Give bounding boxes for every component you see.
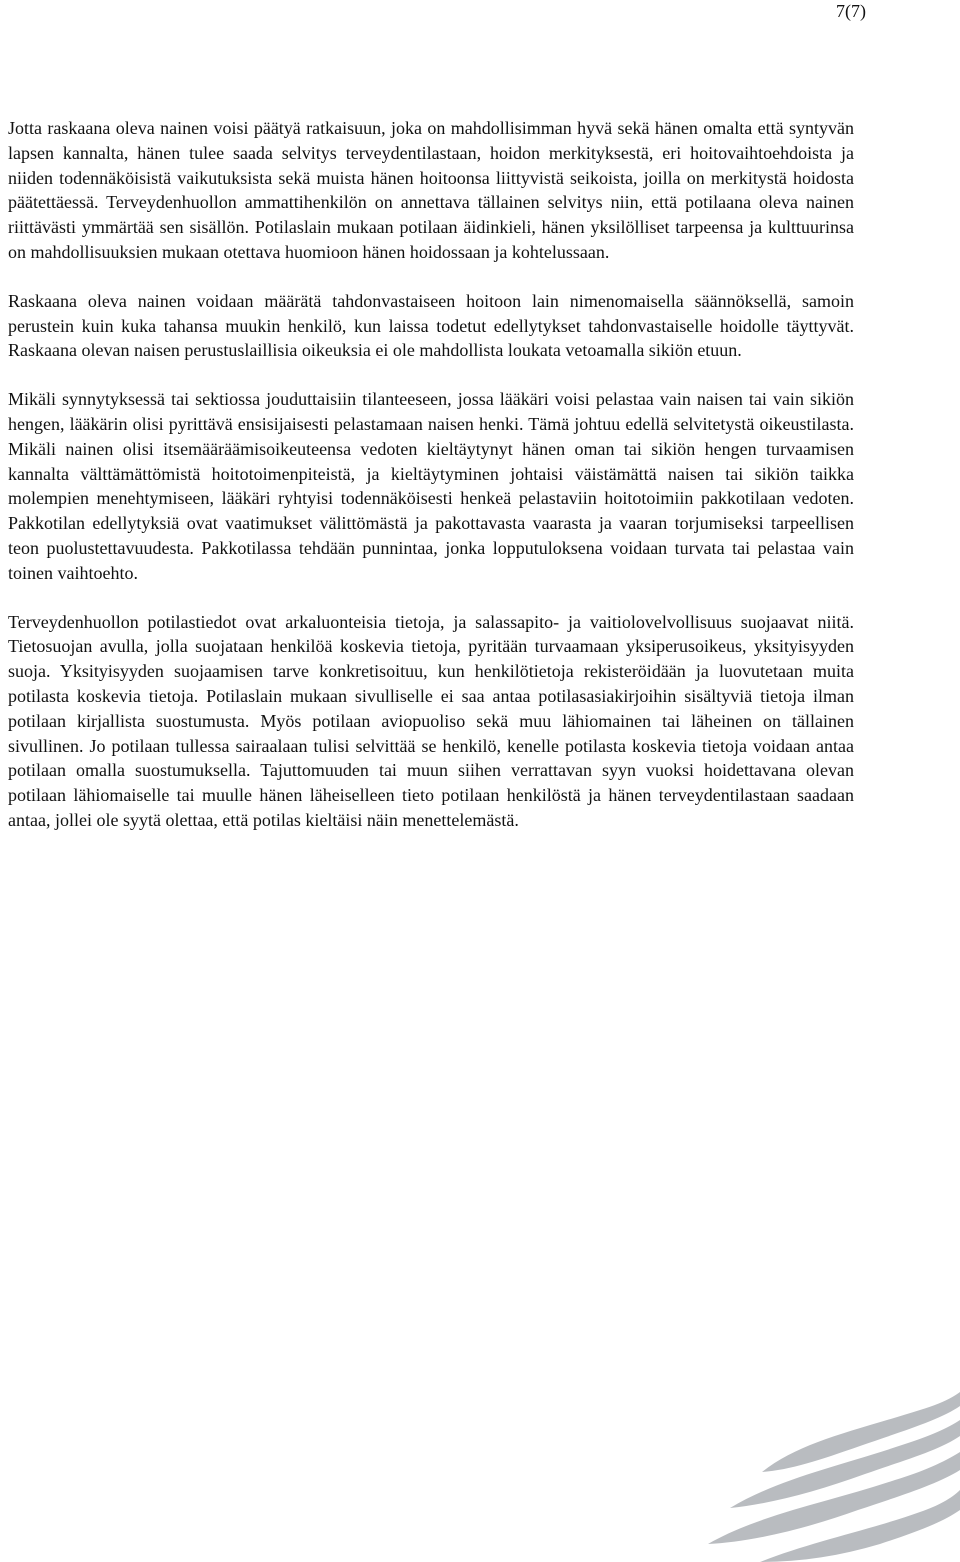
paragraph: Jotta raskaana oleva nainen voisi päätyä ratkaisuun, joka on mahdollisimman hyvä sekä hänen omalta että syntyvän lapsen kannalta, hänen tulee saada selvitys terveydentilastaan, hoidon merkityksestä, eri hoitovaihtoehdoista ja niiden todennäköisistä vaikutuksista sekä muista hänen hoitoonsa liittyvistä seikoista, joilla on merkitystä hoidosta päätettäessä. Terveydenhuollon ammattihenkilön on annettava tällainen selvitys niin, että potilaana oleva nainen riittävästi ymmärtää sen sisällön. Potilaslain mukaan potilaan äidinkieli, hänen yksilölliset tarpeensa ja kulttuurinsa on mahdollisuuksien mukaan otettava huomioon hänen hoidossaan ja kohtelussaan.: [8, 118, 854, 262]
page-number: 7(7): [836, 1, 866, 21]
paragraph: Mikäli synnytyksessä tai sektiossa jouduttaisiin tilanteeseen, jossa lääkäri voisi pelastaa vain naisen tai vain sikiön hengen, lääkärin olisi pyrittävä ensisijaisesti pelastamaan naisen henki. Tämä johtuu edellä selvitetystä oikeustilasta. Mikäli nainen olisi itsemääräämisoikeuteensa vedoten kieltäytynyt hänen oman tai sikiön hengen turvaamisen kannalta välttämättömistä hoitotoimenpiteistä, ja kieltäytyminen johtaisi väistämättä naisen tai sikiön taikka molempien menehtymiseen, lääkäri ryhtyisi todennäköisesti henkeä pelastaviin hoitotoimiin pakkotilaan vedoten. Pakkotilan edellytyksiä ovat vaatimukset välittömästä ja pakottavasta vaarasta ja vaaran torjumiseksi tarpeellisen teon puolustettavuudesta. Pakkotilassa tehdään punnintaa, jonka lopputuloksena voidaan turvata tai pelastaa vain toinen vaihtoehto.: [8, 389, 854, 583]
wave-logo-icon: [690, 1392, 960, 1562]
wave-logo-shapes: [708, 1392, 960, 1562]
document-body: [8, 116, 854, 857]
paragraph: Terveydenhuollon potilastiedot ovat arkaluonteisia tietoja, ja salassapito- ja vaitiolovelvollisuus suojaavat niitä. Tietosuojan avulla, jolla suojataan henkilöä koskevia tietoja, pyritään turvaamaan yksiperusoikeus, yksityisyyden suoja. Yksityisyyden suojaamisen tarve konkretisoituu, kun henkilötietoja rekisteröidään ja luovutetaan muita potilasta koskevia tietoja. Potilaslain mukaan sivulliselle ei saa antaa potilasasiakirjoihin sisältyviä tietoja ilman potilaan kirjallista suostumusta. Myös potilaan aviopuoliso sekä muu lähiomainen tai läheinen on tällainen sivullinen. Jo potilaan tullessa sairaalaan tulisi selvittää se henkilö, kenelle potilasta koskevia tietoja voidaan antaa potilaan omalla suostumuksella. Tajuttomuuden tai muun siihen verrattavan syyn vuoksi hoidettavana olevan potilaan lähiomaiselle tai muulle hänen läheiselleen tieto potilaan henkilöstä ja hänen terveydentilastaan saadaan antaa, jollei ole syytä olettaa, että potilas kieltäisi näin menettelemästä.: [8, 611, 854, 830]
paragraph: Raskaana oleva nainen voidaan määrätä tahdonvastaiseen hoitoon lain nimenomaisella säännöksellä, samoin perustein kuin kuka tahansa muukin henkilö, kun laissa todetut edellytykset tahdonvastaiselle hoidolle täyttyvät. Raskaana olevan naisen perustuslaillisia oikeuksia ei ole mahdollista loukata vetoamalla sikiön etuun.: [8, 290, 854, 361]
